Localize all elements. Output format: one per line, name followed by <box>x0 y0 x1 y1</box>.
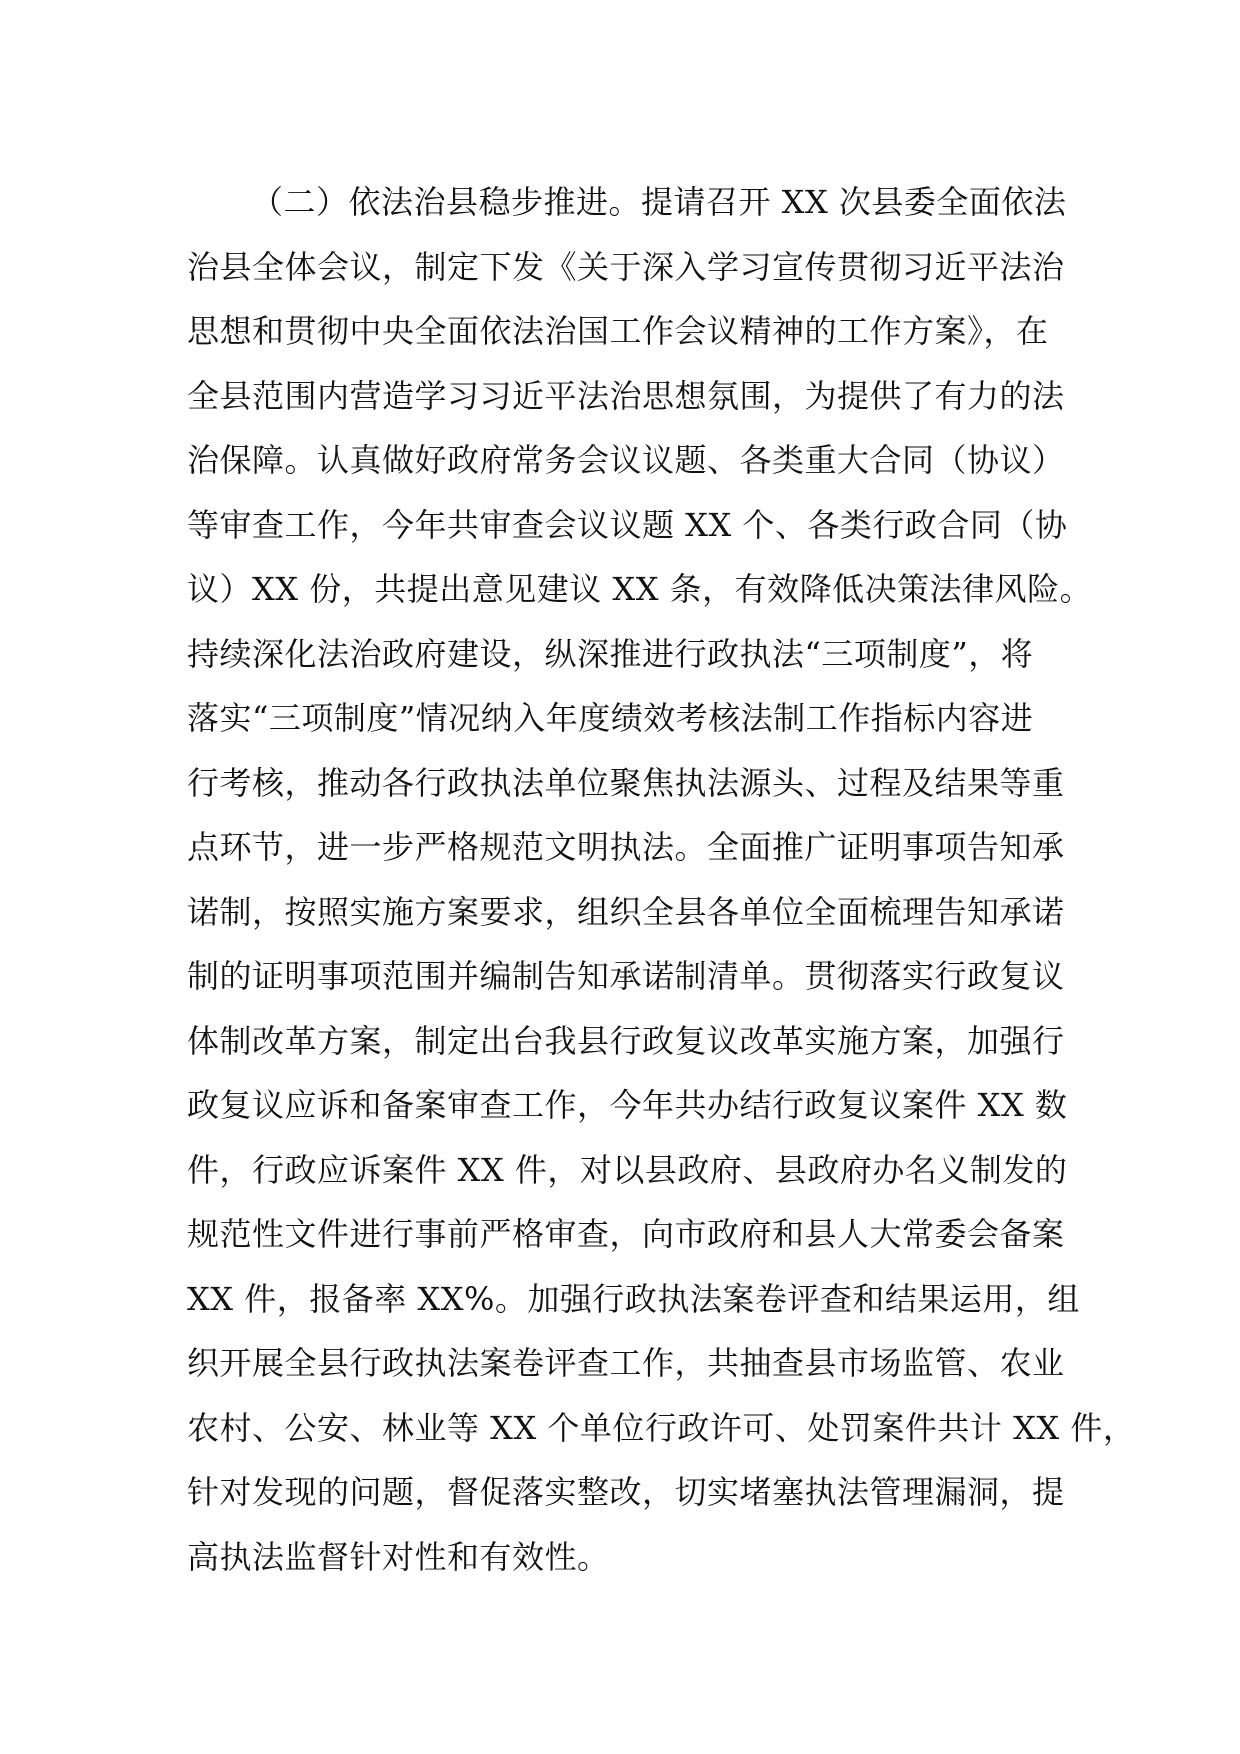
paragraph-line: 规范性文件进行事前严格审查，向市政府和县人大常委会备案 <box>187 1215 1065 1253</box>
paragraph-line: XX 件，报备率 XX%。加强行政执法案卷评查和结果运用，组 <box>187 1279 1080 1318</box>
paragraph-line: 制的证明事项范围并编制告知承诺制清单。贯彻落实行政复议 <box>187 957 1065 995</box>
paragraph-line: 落实“三项制度”情况纳入年度绩效考核法制工作指标内容进 <box>187 699 1034 737</box>
paragraph-line: 织开展全县行政执法案卷评查工作，共抽查县市场监管、农业 <box>187 1344 1065 1382</box>
paragraph-line: 针对发现的问题，督促落实整改，切实堵塞执法管理漏洞，提 <box>187 1473 1065 1511</box>
paragraph-line: 等审查工作，今年共审查会议议题 XX 个、各类行政合同（协 <box>187 505 1068 544</box>
paragraph-line: 政复议应诉和备案审查工作，今年共办结行政复议案件 XX 数 <box>187 1086 1068 1124</box>
paragraph-line: 件，行政应诉案件 XX 件，对以县政府、县政府办名义制发的 <box>187 1150 1068 1189</box>
paragraph-line: 持续深化法治政府建设，纵深推进行政执法“三项制度”，将 <box>187 634 1034 673</box>
paragraph-line: 思想和贯彻中央全面依法治国工作会议精神的工作方案》，在 <box>187 312 1049 350</box>
paragraph-line: 治县全体会议，制定下发《关于深入学习宣传贯彻习近平法治 <box>187 247 1065 286</box>
body-paragraph <box>187 170 1136 1589</box>
paragraph-line: 行考核，推动各行政执法单位聚焦执法源头、过程及结果等重 <box>187 763 1065 802</box>
paragraph-line: 治保障。认真做好政府常务会议议题、各类重大合同（协议） <box>187 441 1065 479</box>
paragraph-line: 全县范围内营造学习习近平法治思想氛围，为提供了有力的法 <box>187 376 1065 415</box>
paragraph-line: 议）XX 份，共提出意见建议 XX 条，有效降低决策法律风险。 <box>187 570 1093 608</box>
paragraph-line: 点环节，进一步严格规范文明执法。全面推广证明事项告知承 <box>187 828 1065 866</box>
paragraph-line: 诺制，按照实施方案要求，组织全县各单位全面梳理告知承诺 <box>187 892 1065 931</box>
paragraph-line: 高执法监督针对性和有效性。 <box>187 1537 610 1576</box>
paragraph-line: 农村、公安、林业等 XX 个单位行政许可、处罚案件共计 XX 件， <box>187 1408 1136 1447</box>
paragraph-line: 体制改革方案，制定出台我县行政复议改革实施方案，加强行 <box>187 1021 1065 1060</box>
paragraph-line: （二）依法治县稳步推进。提请召开 XX 次县委全面依法 <box>251 183 1067 221</box>
